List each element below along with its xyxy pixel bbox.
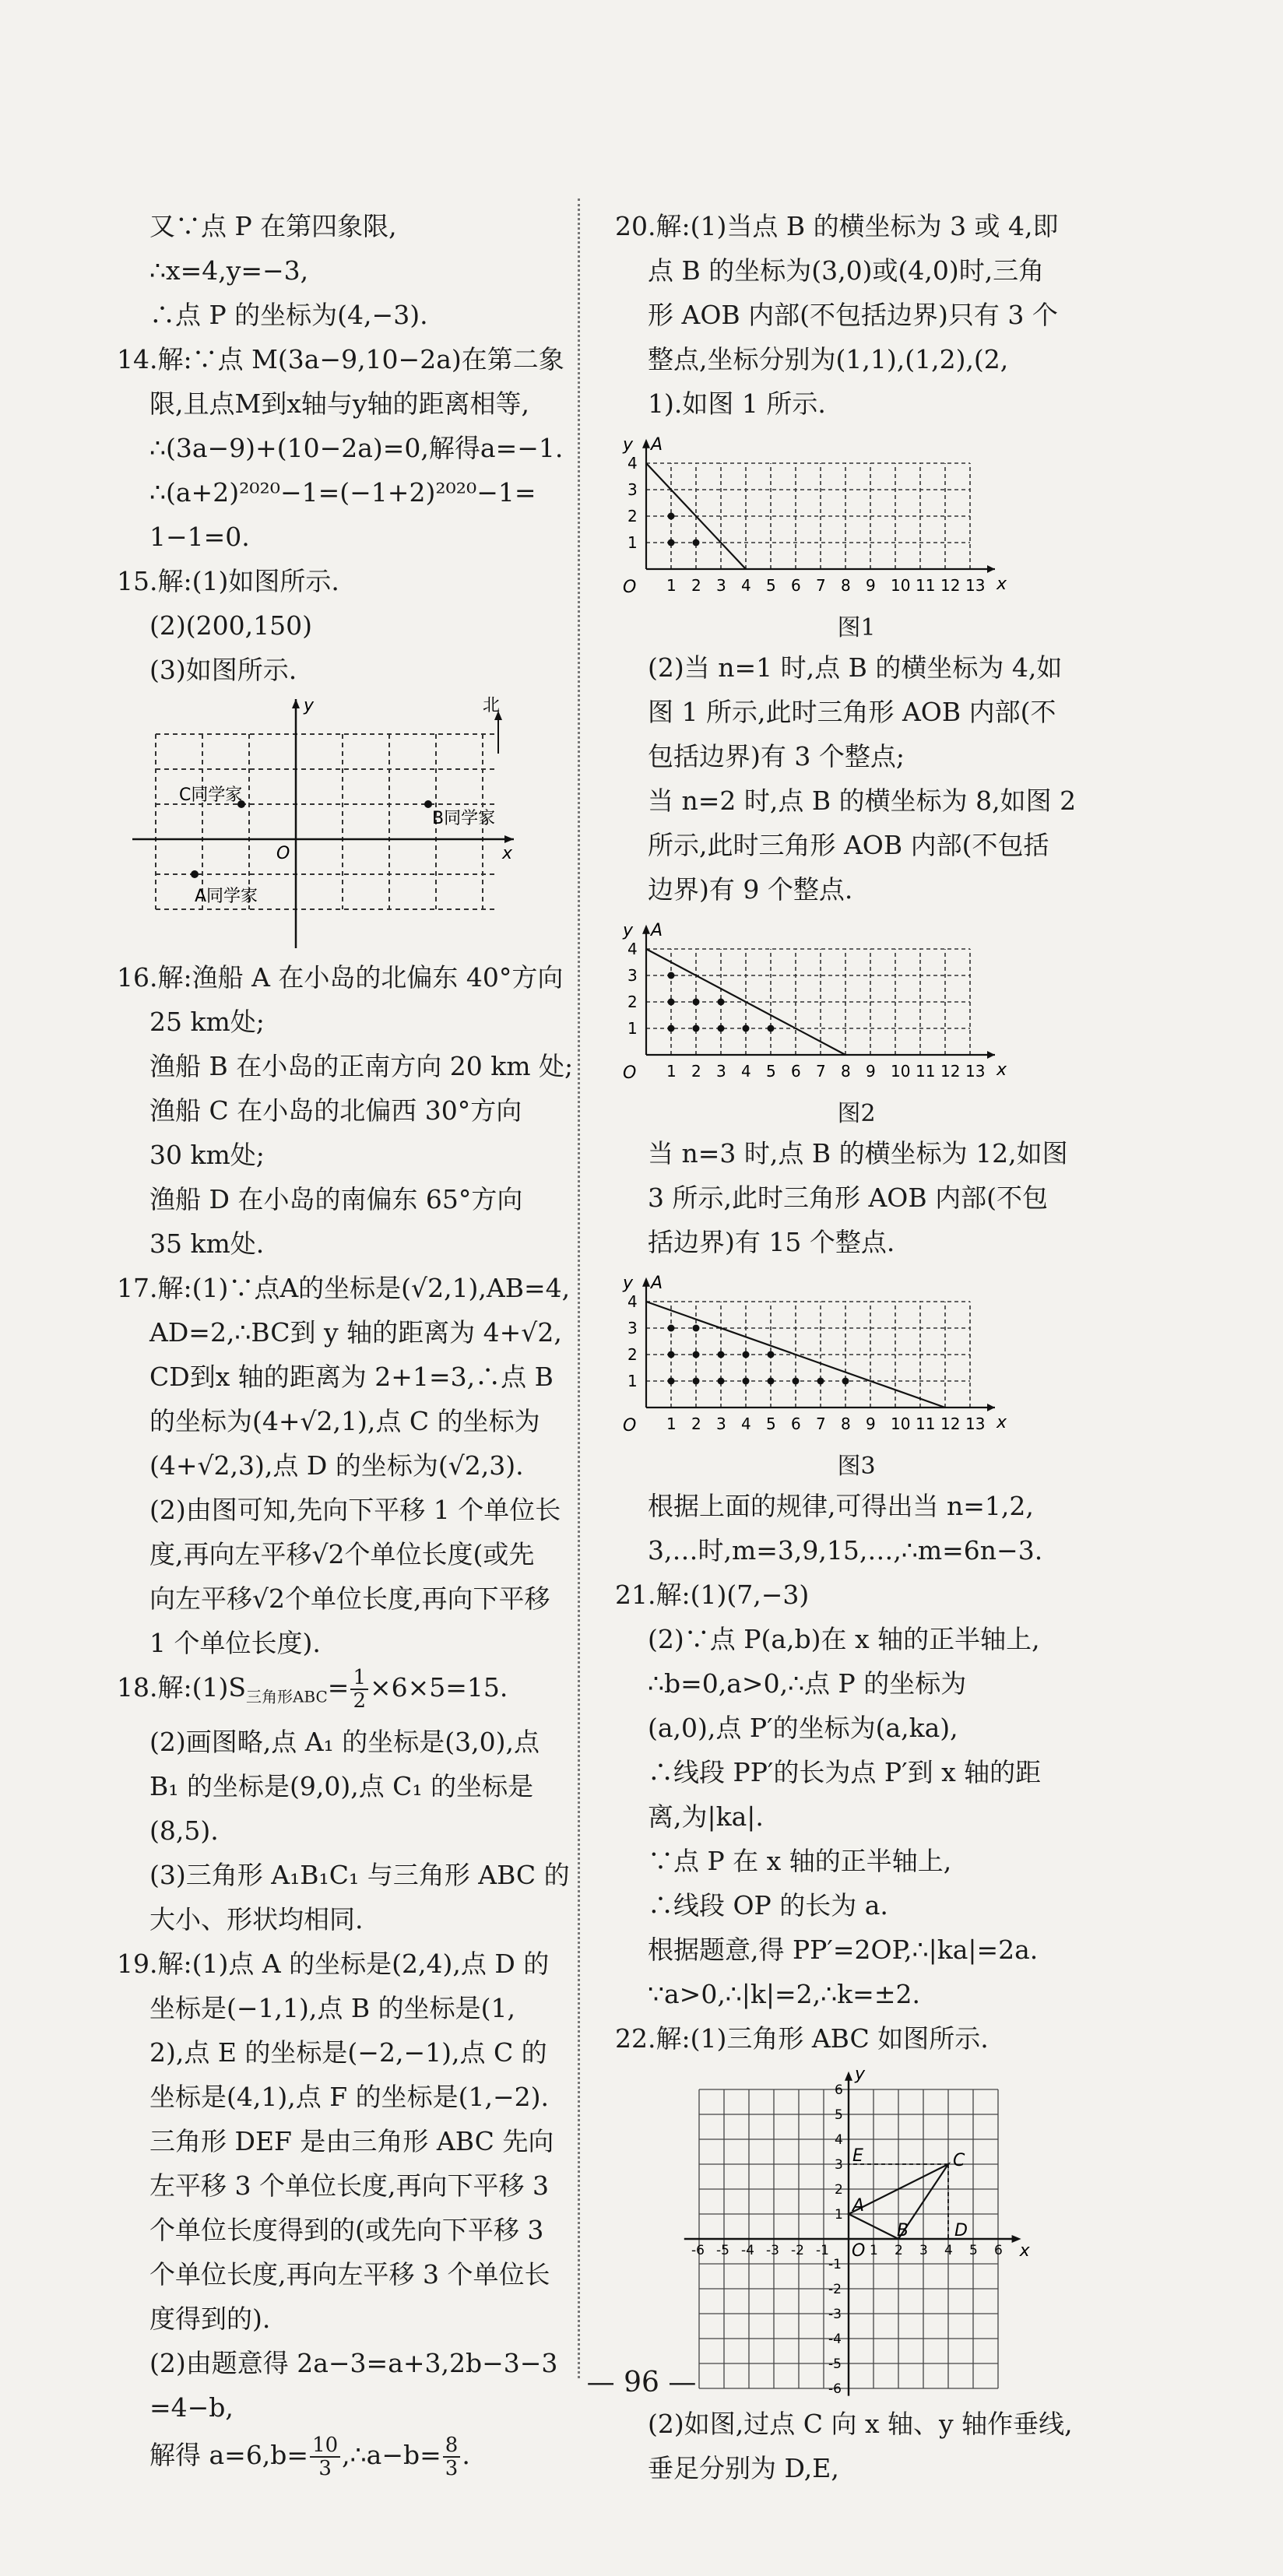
q19-frac1-num: 10	[310, 2434, 340, 2458]
right-lines2-line: 所示,此时三角形 AOB 内部(不包括	[648, 830, 1049, 860]
left-lines-line: 又∵点 P 在第四象限,	[149, 211, 397, 241]
left-lines-line: (3)如图所示.	[149, 655, 297, 685]
x-tick-label: 6	[994, 2243, 1003, 2258]
right-text-block-2	[615, 645, 1098, 912]
right-lines4-line: ∴线段 OP 的长为 a.	[648, 1890, 888, 1921]
right-lines4-line: ∴线段 PP′的长为点 P′到 x 轴的距	[648, 1757, 1042, 1787]
q18-subscript: 三角形ABC	[245, 1687, 328, 1706]
figure-1-caption: 图1	[837, 614, 876, 641]
left-lines2-line: 1 个单位长度).	[149, 1628, 321, 1658]
y-tick-label: 3	[627, 966, 638, 985]
origin-label: O	[623, 1416, 637, 1436]
lattice-point	[718, 1025, 725, 1032]
left-lines2-line: (4+√2,3),点 D 的坐标为(√2,3).	[149, 1450, 524, 1481]
q18-fraction	[350, 1667, 368, 1712]
left-lines-line: 14.解:∵点 M(3a−9,10−2a)在第二象	[117, 344, 564, 374]
right-lines2-line: 当 n=2 时,点 B 的横坐标为 8,如图 2	[648, 785, 1077, 816]
x-tick-label: 1	[666, 1062, 677, 1081]
y-tick-label: 1	[627, 533, 638, 552]
left-lines-line: ∴x=4,y=−3,	[149, 255, 309, 286]
left-text-block-2	[117, 955, 574, 1665]
x-tick-label: 8	[841, 1062, 851, 1081]
y-label: y	[623, 1273, 634, 1293]
origin-label: O	[623, 1063, 637, 1083]
y-tick-label: 1	[835, 2207, 843, 2223]
q19-end-a: 解得 a=6,b=	[149, 2439, 309, 2470]
lattice-point	[668, 1351, 675, 1358]
label-d: D	[954, 2221, 968, 2240]
y-tick-label: 3	[627, 1319, 638, 1337]
right-lines4-line: ∵a>0,∴|k|=2,∴k=±2.	[648, 1979, 920, 2009]
point-c-label: C同学家	[179, 785, 243, 805]
right-lines5-line: 垂足分别为 D,E,	[648, 2453, 839, 2483]
x-tick-label: 9	[866, 1415, 876, 1433]
y-tick-label: -2	[828, 2282, 842, 2297]
y-axis-arrow	[642, 925, 650, 934]
left-text-block-3	[117, 1720, 570, 2430]
right-lines3-line: 括边界)有 15 个整点.	[648, 1227, 895, 1257]
right-lines3-line: 3 所示,此时三角形 AOB 内部(不包	[648, 1183, 1048, 1213]
q18-suffix: ×6×5=15.	[369, 1672, 508, 1703]
lattice-point	[743, 1025, 750, 1032]
right-lines-line: 20.解:(1)当点 B 的横坐标为 3 或 4,即	[615, 211, 1059, 241]
y-tick-label: 1	[627, 1372, 638, 1390]
x-tick-label: 11	[916, 1415, 936, 1433]
right-lines-line: 1).如图 1 所示.	[648, 388, 826, 419]
left-lines2-line: 16.解:渔船 A 在小岛的北偏东 40°方向	[117, 962, 564, 993]
q19-final-line	[117, 2430, 561, 2481]
y-tick-label: 2	[627, 993, 638, 1011]
x-tick-label: 11	[916, 1062, 936, 1081]
x-axis-arrow	[987, 565, 995, 573]
y-tick-label: 4	[835, 2132, 843, 2148]
x-tick-label: 5	[969, 2243, 978, 2258]
point-a-label: A	[651, 434, 663, 455]
y-label: y	[623, 920, 634, 940]
lattice-point	[668, 1378, 675, 1385]
y-tick-label: 2	[627, 1345, 638, 1364]
figure-15	[117, 695, 522, 952]
right-text-block-3	[615, 1131, 1098, 1264]
left-lines-line: ∴(3a−9)+(10−2a)=0,解得a=−1.	[149, 433, 564, 463]
left-lines3-line: 2),点 E 的坐标是(−2,−1),点 C 的	[149, 2037, 547, 2068]
lattice-point	[693, 539, 700, 546]
x-tick-label: 12	[940, 1062, 961, 1081]
lattice-point	[817, 1378, 824, 1385]
point-b	[424, 800, 432, 808]
x-tick-label: 1	[870, 2243, 878, 2258]
left-lines2-line: 35 km处.	[149, 1228, 265, 1259]
point-b-label: B同学家	[432, 809, 496, 828]
column-divider	[578, 199, 580, 2378]
x-tick-label: 4	[741, 576, 751, 595]
figure-2	[615, 915, 1051, 1094]
right-text-block-4	[615, 1484, 1098, 2061]
right-lines2-line: 图 1 所示,此时三角形 AOB 内部(不	[648, 697, 1056, 727]
x-tick-label: 3	[716, 576, 726, 595]
x-tick-label: 7	[816, 576, 826, 595]
right-lines4-line: 21.解:(1)(7,−3)	[615, 1580, 810, 1610]
left-lines-line: (2)(200,150)	[149, 610, 312, 641]
right-lines-line: 点 B 的坐标为(3,0)或(4,0)时,三角	[648, 255, 1045, 286]
x-tick-label: 2	[691, 1062, 701, 1081]
y-tick-label: 3	[627, 480, 638, 499]
x-tick-label: -1	[816, 2243, 829, 2258]
right-lines4-line: ∴b=0,a>0,∴点 P 的坐标为	[648, 1668, 967, 1699]
left-lines-line: 限,且点M到x轴与y轴的距离相等,	[149, 388, 530, 419]
y-tick-label: -6	[828, 2381, 842, 2397]
lattice-point	[693, 1351, 700, 1358]
x-tick-label: 12	[940, 576, 961, 595]
lattice-point	[768, 1025, 775, 1032]
x-tick-label: 7	[816, 1062, 826, 1081]
x-tick-label: -5	[716, 2243, 729, 2258]
right-lines4-line: 根据题意,得 PP′=2OP,∴|ka|=2a.	[648, 1935, 1039, 1965]
q19-frac-1	[310, 2434, 340, 2479]
q19-frac1-den: 3	[318, 2456, 332, 2480]
figure-3	[615, 1267, 1051, 1446]
left-lines3-line: (8,5).	[149, 1815, 219, 1846]
left-lines2-line: CD到x 轴的距离为 2+1=3,∴点 B	[149, 1362, 554, 1392]
label-o: O	[852, 2241, 866, 2261]
x-tick-label: 12	[940, 1415, 961, 1433]
x-label: x	[997, 1413, 1007, 1432]
left-lines2-line: AD=2,∴BC到 y 轴的距离为 4+√2,	[149, 1317, 562, 1348]
left-lines2-line: 30 km处;	[149, 1140, 265, 1170]
page-number: — 96 —	[586, 2367, 697, 2399]
origin-label: O	[623, 578, 637, 597]
lattice-point	[743, 1351, 750, 1358]
left-lines2-line: 25 km处;	[149, 1007, 265, 1037]
left-lines-line: 15.解:(1)如图所示.	[117, 566, 339, 596]
north-label: 北	[483, 696, 501, 715]
x-tick-label: 2	[691, 1415, 701, 1433]
left-lines3-line: (2)画图略,点 A₁ 的坐标是(3,0),点	[149, 1726, 540, 1757]
left-lines3-line: 大小、形状均相同.	[149, 1903, 364, 1935]
right-lines4-line: 22.解:(1)三角形 ABC 如图所示.	[615, 2023, 989, 2054]
q19-end-b: ,∴a−b=	[342, 2439, 441, 2470]
lattice-point	[693, 999, 700, 1006]
left-lines3-line: 左平移 3 个单位长度,再向下平移 3	[149, 2170, 549, 2201]
label-e: E	[852, 2146, 863, 2166]
right-column	[615, 204, 1098, 2490]
figure-22	[685, 2064, 1028, 2399]
grid	[646, 463, 970, 569]
x-tick-label: 5	[766, 1415, 776, 1433]
lattice-point	[693, 1025, 700, 1032]
lattice-point	[793, 1378, 800, 1385]
x-tick-label: 9	[866, 1062, 876, 1081]
x-tick-label: 10	[891, 1062, 911, 1081]
x-tick-label: 13	[965, 1415, 986, 1433]
left-lines2-line: 向左平移√2个单位长度,再向下平移	[149, 1583, 550, 1614]
right-lines2-line: (2)当 n=1 时,点 B 的横坐标为 4,如	[648, 652, 1063, 683]
x-tick-label: 2	[895, 2243, 903, 2258]
x-tick-label: 3	[716, 1062, 726, 1081]
y-tick-label: -5	[828, 2356, 842, 2372]
label-y: y	[855, 2064, 866, 2084]
right-lines2-line: 包括边界)有 3 个整点;	[648, 741, 905, 771]
fig15-origin-label: O	[276, 844, 290, 863]
lattice-point	[842, 1378, 849, 1385]
x-label: x	[997, 1060, 1007, 1080]
figure-2-caption: 图2	[837, 1100, 876, 1127]
y-tick-label: 1	[627, 1019, 638, 1038]
left-lines3-line: (3)三角形 A₁B₁C₁ 与三角形 ABC 的	[149, 1859, 570, 1890]
left-lines2-line: 17.解:(1)∵点A的坐标是(√2,1),AB=4,	[117, 1273, 571, 1303]
right-text-block-5	[615, 2402, 1098, 2490]
right-lines-line: 形 AOB 内部(不包括边界)只有 3 个	[648, 300, 1058, 330]
lattice-point	[668, 1325, 675, 1332]
lattice-point	[668, 972, 675, 979]
right-lines4-line: (2)∵点 P(a,b)在 x 轴的正半轴上,	[648, 1624, 1040, 1654]
figure-1	[615, 429, 1051, 608]
figure-3-caption: 图3	[837, 1453, 876, 1480]
x-tick-label: 4	[741, 1415, 751, 1433]
left-lines2-line: 度,再向左平移√2个单位长度(或先	[149, 1539, 535, 1569]
left-lines2-line: 渔船 B 在小岛的正南方向 20 km 处;	[149, 1051, 574, 1081]
y-tick-label: 5	[835, 2107, 843, 2123]
lattice-point	[693, 1378, 700, 1385]
q19-end-c: .	[462, 2439, 470, 2470]
point-a-label: A	[651, 920, 663, 940]
left-lines-line: 1−1=0.	[149, 522, 250, 552]
q19-frac-2	[443, 2434, 461, 2479]
right-lines4-line: 3,…时,m=3,9,15,…,∴m=6n−3.	[648, 1535, 1043, 1566]
x-axis-arrow	[987, 1051, 995, 1059]
left-lines3-line: 三角形 DEF 是由三角形 ABC 先向	[149, 2125, 554, 2156]
label-c: C	[953, 2151, 965, 2170]
right-lines3-line: 当 n=3 时,点 B 的横坐标为 12,如图	[648, 1138, 1068, 1169]
y-tick-label: 4	[627, 1292, 638, 1311]
left-lines3-line: 19.解:(1)点 A 的坐标是(2,4),点 D 的	[117, 1948, 550, 1979]
left-lines3-line: 坐标是(−1,1),点 B 的坐标是(1,	[149, 1992, 515, 2023]
x-tick-label: 8	[841, 1415, 851, 1433]
lattice-point	[718, 999, 725, 1006]
x-axis-arrow	[987, 1404, 995, 1411]
right-lines4-line: 离,为|ka|.	[648, 1801, 764, 1832]
point-a-label: A同学家	[195, 887, 258, 906]
lattice-point	[768, 1378, 775, 1385]
y-tick-label: 2	[627, 507, 638, 525]
right-lines-line: 整点,坐标分别为(1,1),(1,2),(2,	[648, 344, 1009, 374]
left-lines-line: ∴点 P 的坐标为(4,−3).	[149, 300, 428, 330]
q18-frac-num: 1	[350, 1667, 368, 1690]
x-tick-label: 10	[891, 576, 911, 595]
left-column	[117, 204, 574, 2481]
x-tick-label: 6	[791, 1415, 801, 1433]
right-text-block-1	[615, 204, 1098, 426]
fig15-y-label: y	[304, 696, 315, 715]
x-tick-label: 13	[965, 1062, 986, 1081]
right-lines4-line: 根据上面的规律,可得出当 n=1,2,	[648, 1491, 1034, 1521]
q18-eq: =	[327, 1672, 350, 1703]
q18-line-1	[117, 1665, 561, 1720]
q18-prefix: 18.解:(1)S	[117, 1672, 246, 1703]
x-tick-label: 3	[919, 2243, 928, 2258]
right-lines4-line: ∵点 P 在 x 轴的正半轴上,	[648, 1846, 952, 1876]
x-tick-label: 2	[691, 576, 701, 595]
x-tick-label: 4	[944, 2243, 953, 2258]
q18-frac-den: 2	[353, 1689, 366, 1713]
left-lines2-line: (2)由图可知,先向下平移 1 个单位长	[149, 1495, 561, 1525]
x-tick-label: 8	[841, 576, 851, 595]
y-axis-arrow	[845, 2072, 852, 2081]
right-lines2-line: 边界)有 9 个整点.	[648, 874, 853, 905]
y-tick-label: 4	[627, 940, 638, 958]
x-tick-label: 5	[766, 576, 776, 595]
left-lines3-line: 个单位长度得到的(或先向下平移 3	[149, 2214, 544, 2245]
x-tick-label: 10	[891, 1415, 911, 1433]
left-lines3-line: =4−b,	[149, 2391, 234, 2423]
y-tick-label: 2	[835, 2182, 843, 2198]
x-tick-label: -3	[766, 2243, 779, 2258]
x-tick-label: -2	[791, 2243, 804, 2258]
left-lines3-line: (2)由题意得 2a−3=a+3,2b−3−3	[149, 2347, 558, 2378]
left-lines2-line: 的坐标为(4+√2,1),点 C 的坐标为	[149, 1406, 540, 1436]
label-a: A	[852, 2196, 865, 2216]
q19-frac2-num: 8	[443, 2434, 461, 2458]
y-tick-label: -4	[828, 2332, 842, 2347]
y-tick-label: 6	[835, 2082, 843, 2098]
x-tick-label: 3	[716, 1415, 726, 1433]
x-tick-label: 6	[791, 576, 801, 595]
right-lines4-line: (a,0),点 P′的坐标为(a,ka),	[648, 1713, 958, 1743]
y-axis-arrow	[642, 1277, 650, 1287]
x-tick-label: 13	[965, 576, 986, 595]
label-x: x	[1019, 2241, 1030, 2261]
x-label: x	[997, 575, 1007, 594]
x-tick-label: 4	[741, 1062, 751, 1081]
left-text-block-1	[117, 204, 564, 692]
left-lines2-line: 渔船 C 在小岛的北偏西 30°方向	[149, 1095, 522, 1126]
lattice-point	[718, 1351, 725, 1358]
x-tick-label: -4	[741, 2243, 754, 2258]
lattice-point	[718, 1378, 725, 1385]
right-lines5-line: (2)如图,过点 C 向 x 轴、y 轴作垂线,	[648, 2409, 1073, 2439]
lattice-point	[743, 1378, 750, 1385]
q19-frac2-den: 3	[445, 2456, 459, 2480]
lattice-point	[668, 1025, 675, 1032]
left-lines3-line: 个单位长度,再向左平移 3 个单位长	[149, 2258, 550, 2290]
left-lines-line: ∴(a+2)²⁰²⁰−1=(−1+2)²⁰²⁰−1=	[149, 477, 536, 508]
lattice-point	[668, 999, 675, 1006]
x-tick-label: 1	[666, 576, 677, 595]
x-tick-label: -6	[691, 2243, 705, 2258]
left-lines3-line: 坐标是(4,1),点 F 的坐标是(1,−2).	[149, 2081, 549, 2112]
fig15-x-label: x	[502, 844, 513, 863]
point-a-label: A	[651, 1273, 663, 1293]
label-b: B	[897, 2221, 909, 2240]
y-label: y	[623, 434, 634, 455]
x-tick-label: 7	[816, 1415, 826, 1433]
y-tick-label: 3	[835, 2157, 843, 2173]
x-tick-label: 1	[666, 1415, 677, 1433]
left-lines2-line: 渔船 D 在小岛的南偏东 65°方向	[149, 1184, 523, 1214]
y-axis-arrow	[642, 439, 650, 448]
point-a	[191, 870, 199, 878]
left-lines3-line: 度得到的).	[149, 2303, 271, 2334]
lattice-point	[693, 1325, 700, 1332]
x-tick-label: 9	[866, 576, 876, 595]
lattice-point	[668, 539, 675, 546]
x-tick-label: 5	[766, 1062, 776, 1081]
lattice-point	[668, 513, 675, 520]
left-lines3-line: B₁ 的坐标是(9,0),点 C₁ 的坐标是	[149, 1770, 534, 1801]
y-tick-label: 4	[627, 454, 638, 473]
y-tick-label: -3	[828, 2307, 842, 2322]
x-tick-label: 11	[916, 576, 936, 595]
x-tick-label: 6	[791, 1062, 801, 1081]
y-tick-label: -1	[828, 2257, 842, 2272]
lattice-point	[768, 1351, 775, 1358]
